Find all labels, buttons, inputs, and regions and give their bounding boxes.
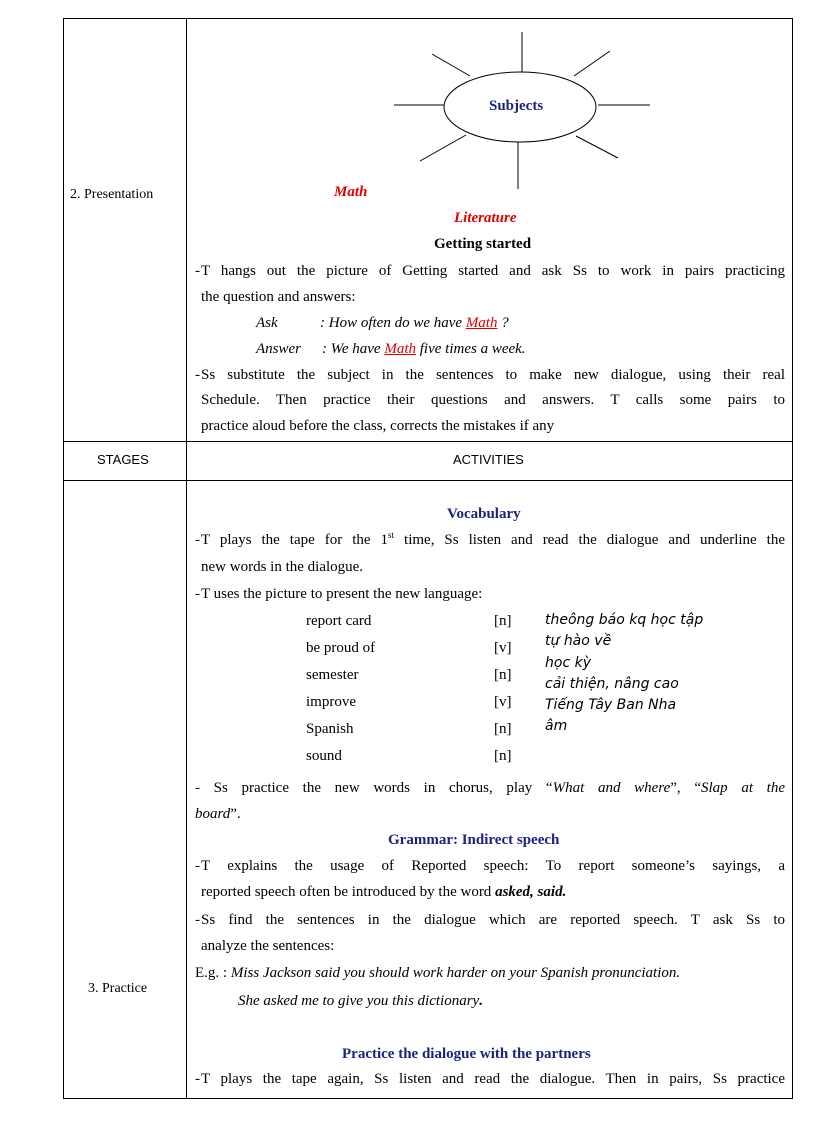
vocab-pos: [n] bbox=[494, 667, 512, 683]
vocab-pos: [n] bbox=[494, 748, 512, 764]
vocab-pos: [v] bbox=[494, 694, 512, 710]
example-sentence-2: She asked me to give you this dictionary bbox=[238, 993, 480, 1009]
chorus-end: ”. bbox=[230, 806, 241, 822]
game-slap-at-the-board: Slap at the bbox=[700, 780, 785, 796]
stage-presentation: 2. Presentation bbox=[70, 187, 154, 202]
answer-label: Answer bbox=[256, 341, 301, 357]
answer-text: : We have bbox=[322, 341, 385, 357]
stage-practice: 3. Practice bbox=[88, 981, 148, 996]
ask-text: : How often do we have bbox=[320, 315, 466, 331]
heading-getting-started: Getting started bbox=[434, 236, 532, 252]
presentation-instruction-line2: the question and answers: bbox=[201, 289, 356, 305]
game-board-word: board bbox=[195, 806, 231, 822]
heading-practice-dialogue: Practice the dialogue with the partners bbox=[342, 1046, 591, 1062]
game-what-and-where: What and where bbox=[552, 780, 671, 796]
bullet-mark: - bbox=[195, 263, 200, 279]
example-sentence-2-end: . bbox=[479, 993, 483, 1009]
table-border-bottom bbox=[63, 1098, 793, 1099]
vocab-instruction-text-a: T plays the tape for the 1 bbox=[201, 532, 389, 548]
vocab-meaning: học kỳ bbox=[545, 655, 591, 671]
heading-vocabulary: Vocabulary bbox=[447, 506, 521, 522]
ask-subject: Math bbox=[465, 315, 498, 331]
chorus-line2 bbox=[195, 806, 241, 823]
vocab-pos: [v] bbox=[494, 640, 512, 656]
grammar-find-line2: analyze the sentences: bbox=[201, 938, 335, 954]
map-spoke-bottom-left bbox=[420, 135, 466, 161]
map-spoke-top-right bbox=[574, 51, 610, 76]
chorus-line1 bbox=[195, 780, 785, 797]
vocab-instruction-text-b: time, Ss listen and read the dialogue and underline the bbox=[394, 532, 785, 548]
vocab-meaning: theông báo kq học tập bbox=[545, 612, 704, 628]
vocab-word: semester bbox=[306, 667, 359, 683]
example-sentence-1: Miss Jackson said you should work harder on your Spanish pronunciation. bbox=[230, 965, 681, 981]
map-subject-math: Math bbox=[334, 184, 368, 200]
ask-label: Ask bbox=[256, 315, 278, 331]
row-divider-1 bbox=[63, 441, 793, 442]
map-spoke-bottom-right bbox=[576, 136, 618, 158]
grammar-explain-line1: T explains the usage of Reported speech: To report someone’s sayings, a bbox=[201, 858, 785, 874]
vocab-word: sound bbox=[306, 748, 342, 764]
table-border-left bbox=[63, 18, 64, 1099]
vocab-meaning: tự hào về bbox=[545, 633, 612, 649]
answer-sentence bbox=[322, 341, 526, 358]
presentation-instruction-line1: T hangs out the picture of Getting started and ask Ss to work in pairs practicing bbox=[201, 263, 785, 279]
vocab-picture-instruction: T uses the picture to present the new language: bbox=[201, 586, 483, 602]
example-label: E.g. : bbox=[195, 965, 231, 981]
presentation-substitution-line2: Schedule. Then practice their questions and answers. T calls some pairs to bbox=[201, 392, 785, 408]
dialogue-instruction-line1: T plays the tape again, Ss listen and read the dialogue. Then in pairs, Ss practice bbox=[201, 1071, 785, 1087]
grammar-keywords: asked, said. bbox=[495, 884, 567, 900]
vocab-instruction-line2: new words in the dialogue. bbox=[201, 559, 364, 575]
header-activities: ACTIVITIES bbox=[453, 452, 524, 467]
table-column-divider bbox=[186, 18, 187, 1099]
grammar-find-line1: Ss find the sentences in the dialogue which are reported speech. T ask Ss to bbox=[201, 912, 785, 928]
vocab-pos: [n] bbox=[494, 613, 512, 629]
vocab-meaning: Tiếng Tây Ban Nha bbox=[545, 697, 677, 713]
presentation-substitution-line3: practice aloud before the class, corrects the mistakes if any bbox=[201, 418, 555, 434]
vocab-word: Spanish bbox=[306, 721, 354, 737]
bullet-mark: - bbox=[195, 532, 200, 548]
header-stages: STAGES bbox=[97, 452, 149, 467]
chorus-text-b: ”, “ bbox=[670, 780, 701, 796]
answer-subject: Math bbox=[384, 341, 417, 357]
vocab-word: report card bbox=[306, 613, 372, 629]
example-line2 bbox=[238, 993, 483, 1010]
grammar-explain-line2 bbox=[201, 884, 566, 901]
table-border-top bbox=[63, 18, 793, 19]
bullet-mark: - bbox=[195, 367, 200, 383]
vocab-meaning: âm bbox=[545, 718, 568, 734]
vocab-meaning: cải thiện, nâng cao bbox=[545, 676, 679, 692]
bullet-mark: - bbox=[195, 858, 200, 874]
vocab-instruction-sup: st bbox=[388, 532, 395, 540]
map-subject-literature: Literature bbox=[454, 210, 517, 226]
ask-question bbox=[320, 315, 509, 332]
row-divider-2 bbox=[63, 480, 793, 481]
example-line1 bbox=[195, 965, 680, 982]
bullet-mark: - bbox=[195, 1071, 200, 1087]
vocab-word: be proud of bbox=[306, 640, 376, 656]
presentation-substitution-line1: Ss substitute the subject in the sentences to make new dialogue, using their real bbox=[201, 367, 785, 383]
grammar-explain-text: reported speech often be introduced by the word bbox=[201, 884, 496, 900]
table-border-right bbox=[792, 18, 793, 1099]
heading-grammar: Grammar: Indirect speech bbox=[388, 832, 560, 848]
map-spoke-top-left bbox=[432, 54, 470, 76]
chorus-text-a: - Ss practice the new words in chorus, play “ bbox=[195, 780, 553, 796]
map-center-label: Subjects bbox=[489, 98, 544, 114]
bullet-mark: - bbox=[195, 912, 200, 928]
vocab-instruction-line1 bbox=[201, 532, 785, 549]
bullet-mark: - bbox=[195, 586, 200, 602]
ask-end: ? bbox=[497, 315, 509, 331]
vocab-pos: [n] bbox=[494, 721, 512, 737]
vocab-word: improve bbox=[306, 694, 356, 710]
answer-end: five times a week. bbox=[416, 341, 526, 357]
